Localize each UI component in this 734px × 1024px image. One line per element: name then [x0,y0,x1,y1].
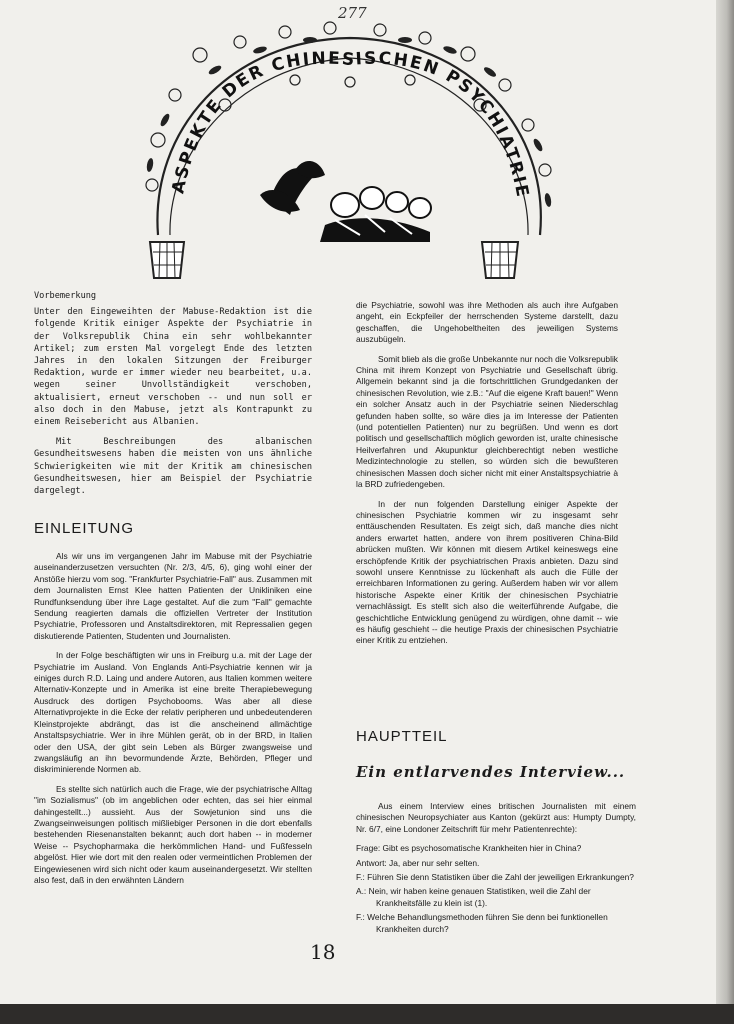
page-number: 18 [310,940,336,964]
interview-line: F.: Welche Behandlungsmethoden führen Sie denn bei funktionellen Krankheiten durch? [356,912,608,934]
central-figures-illustration [260,161,431,242]
hauptteil-section [356,728,636,938]
einleitung-paragraph-2: In der Folge beschäftigten wir uns in Freiburg u.a. mit der Lage der Psychiatrie im Ausland. Von Englands Anti-Psychiatrie kennen wir ja einiges durch R.D. Laing und andere Autoren, aus Italien kommen weitere Alternativ-Konzepte und in Amerika ist eine breite Therapiebewegung Ausdruck des dortigen Psychobooms. Was aber all diese Alternativprojekte in die Ecke der relativ peripheren und unbedeutenderen Kleinstprojekte abdrängt, das ist die anscheinend allmächtige Anstaltspsychiatrie. Wer in ihre Mühlen gerät, ob in der BRD, in Italien oder den USA, der gibt sein Leben als Bürger zwangsweise und zwangsläufig an ihn bevormundende Ärzte, Behörden, Pfleger und diskriminierende Normen ab. [34,650,312,775]
right-column-text [356,300,618,655]
right-paragraph-3: In der nun folgenden Darstellung einiger Aspekte der chinesischen Psychiatrie kommen wir zu insgesamt sehr enttäuschenden Resultaten. Es zeigt sich, daß manche dies nicht anders erwartet hatten, andere von ihrem positiveren China-Bild abrücken mußten. Wir können mit diesem Artikel keineswegs eine erschöpfende Kritik der psychiatrischen Praxis anbieten. Dazu sind sowohl unsere Kenntnisse zu lückenhaft als auch die Fülle der erreichbaren Informationen zu gering. Außerdem haben wir vor allem historische Aspekte einer Kritik der chinesischen Psychiatrie vernachlässigt. Es stellt sich also die weiterführende Aufgabe, die geschichtliche Entwicklung genügend zu würdigen, ohne damit -- wie es häufig geschieht -- die heutige Praxis der chinesischen Psychiatrie einer Kritik zu entziehen. [356,498,618,646]
interview-intro: Aus einem Interview eines britischen Journalisten mit einem chinesischen Neuropsychiater aus Kanton (gekürzt aus: Humpty Dumpty, Nr. 6/7, eine Londoner Zeitschrift für mehr Patientenrechte): [356,801,636,834]
einleitung-section [34,520,312,894]
right-paragraph-1: die Psychiatrie, sowohl was ihre Methoden als auch ihre Aufgaben angeht, ein Eckpfeiler der herrschenden Systeme darstellt, dazu geschaffen, die Ungehobeltheiten des jeweiligen Systems auszubügeln. [356,300,618,345]
einleitung-paragraph-3: Es stellte sich natürlich auch die Frage, wie der psychiatrische Alltag "im Sozialismus" (ob im angeblichen oder echten, das sei hier einmal dahingestellt...) aussieht. Aus der Sowjetunion sind uns die Zwangseinweisungen politisch mißliebiger Personen in die dort ebenfalls bestehenden Riesenanstalten bekannt; auch dort haben -- in moderner Weise -- Psychopharmaka die herkömmlichen Hand- und Fußfesseln abgelöst. Hier wie dort mit den realen oder vermeintlichen Problemen der Eingewiesenen wird sich nicht oder kaum auseinandergesetzt. Wir stellten also fest, daß in den erwähnten Ländern [34,783,312,885]
preface-paragraph-1: Unter den Eingeweihten der Mabuse-Redaktion ist die folgende Kritik einiger Aspekte der Psychiatrie in der Volksrepublik China ein sehr wohlbekannter Artikel; zum ersten Mal vorgelegt Ende des letzten Jahres in den lokalen Sitzungen der Freiburger Redaktion, wurde er immer wieder neu bearbeitet, u.a. wegen seiner Unvollständigkeit verschoben, aktualisiert, erneut verschoben -- und nun soll er also doch in den Mabuse, jetzt als Kontrapunkt zu einem Reisebericht aus Albanien. [34,307,312,428]
arch-illustration [120,10,580,285]
scan-background [0,1004,734,1024]
interview-line: A.: Nein, wir haben keine genauen Statistiken, weil die Zahl der Krankheitsfälle zu klein ist (1). [356,886,591,908]
left-flowerpot [150,242,184,278]
hauptteil-heading: HAUPTTEIL [356,728,448,745]
interview-line: Antwort: Ja, aber nur sehr selten. [356,857,480,868]
handwritten-page-number: 277 [338,4,367,22]
arch-title: ASPEKTE DER CHINESISCHEN PSYCHIATRIE [168,48,533,201]
right-paragraph-2: Somit blieb als die große Unbekannte nur noch die Volksrepublik China mit ihrem Konzept von Psychiatrie und Gesellschaft übrig. Allgemein bekannt sind ja die fortschrittlichen Grundgedanken der chinesischen Revolution, wie z.B.: "Auf die eigene Kraft bauen!" Wenn ein solcher Ansatz auch in der Psychiatrie seinen Niederschlag gefunden haben sollte, so wäre dies ja im Interesse der Patienten (und potentiellen Patienten) nur zu begrüßen. Und wenn es dort politisch und gesellschaftlich möglich geworden ist, uralte chinesische Heilverfahren und Akupunktur gleichberechtigt neben westliche Medizintechnologie zu stellen, so würden sich die bewußteren chinesischen Massen doch sicher nicht mit einer Anstaltspsychiatrie à la BRD zufriedengeben. [356,353,618,490]
einleitung-paragraph-1: Als wir uns im vergangenen Jahr im Mabuse mit der Psychiatrie auseinanderzusetzen versuchten (Nr. 2/3, 4/5, 6), ging wohl einer der Anstöße hierzu vom sog. "Frankfurter Psychiatrie-Fall" aus. Zusammen mit dem Journalisten Ernst Klee hatten Patienten der Unikliniken eine Rundfunksendung über ihre Lage gestaltet. Auf die zum "Fall" gemachte Sendung reagierten damals die offiziellen Vertreter der Institution Psychiatrie, Professoren und Anstaltsdirektoren, mit Repressalien gegen diskutierende Patienten, Studenten und Journalisten. [34,551,312,641]
interview-line: F.: Führen Sie denn Statistiken über die Zahl der jeweiligen Erkrankungen? [356,872,634,883]
interview-line: Frage: Gibt es psychosomatische Krankheiten hier in China? [356,843,582,854]
preface-heading: Vorbemerkung [34,291,97,301]
interview-subheading: Ein entlarvendes Interview... [356,763,626,781]
right-flowerpot [482,242,518,278]
page-edge-shadow [716,0,734,1004]
preface-paragraph-2: Mit Beschreibungen des albanischen Gesundheitswesens haben die meisten von uns ähnliche Schwierigkeiten wie mit der Kritik am chinesischen Gesundheitswesen, hier am Beispiel der Psychiatrie dargelegt. [34,437,312,497]
preface-section [34,290,312,505]
einleitung-heading: EINLEITUNG [34,520,135,537]
